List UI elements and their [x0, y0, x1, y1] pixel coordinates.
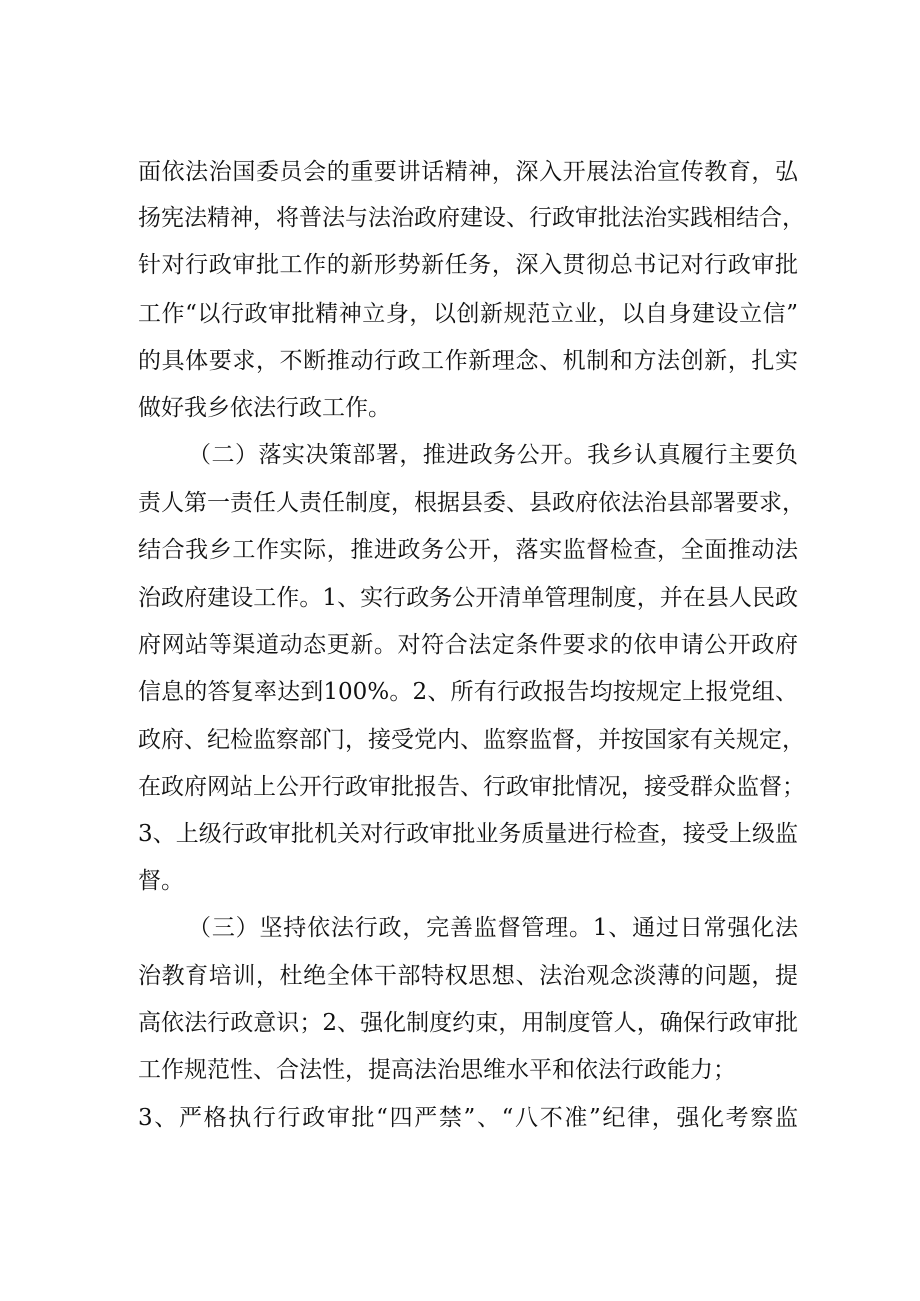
paragraph-1-line-6: 做好我乡依法行政工作。 — [138, 395, 391, 421]
paragraph-1-line-4: 工作“以行政审批精神立身，以创新规范立业，以自身建设立信” — [138, 301, 798, 327]
paragraph-1-line-2: 扬宪法精神，将普法与法治政府建设、行政审批法治实践相结合， — [138, 205, 805, 231]
paragraph-2-line-5: 府网站等渠道动态更新。对符合法定条件要求的依申请公开政府 — [138, 632, 798, 658]
paragraph-2-line-9: 3、上级行政审批机关对行政审批业务质量进行检查，接受上级监 — [138, 821, 798, 847]
paragraph-2-line-7: 政府、纪检监察部门，接受党内、监察监督，并按国家有关规定， — [138, 727, 805, 753]
paragraph-1-line-3: 针对行政审批工作的新形势新任务，深入贯彻总书记对行政审批 — [138, 252, 798, 278]
paragraph-1-line-5: 的具体要求，不断推动行政工作新理念、机制和方法创新，扎实 — [138, 348, 798, 374]
paragraph-3-line-3: 高依法行政意识；2、强化制度约束，用制度管人，确保行政审批 — [138, 1010, 798, 1036]
paragraph-2-line-10: 督。 — [138, 868, 184, 894]
paragraph-2-line-2: 责人第一责任人责任制度，根据县委、县政府依法治县部署要求， — [138, 490, 805, 516]
paragraph-2-line-8: 在政府网站上公开行政审批报告、行政审批情况，接受群众监督； — [138, 774, 805, 800]
paragraph-2-line-6: 信息的答复率达到100%。2、所有行政报告均按规定上报党组、 — [138, 679, 798, 705]
paragraph-3-line-2: 治教育培训，杜绝全体干部特权思想、法治观念淡薄的问题，提 — [138, 963, 798, 989]
paragraph-3-line-1: （三）坚持依法行政，完善监督管理。1、通过日常强化法 — [188, 915, 798, 941]
paragraph-2-line-4: 治政府建设工作。1、实行政务公开清单管理制度，并在县人民政 — [138, 585, 798, 611]
paragraph-2-line-3: 结合我乡工作实际，推进政务公开，落实监督检查，全面推动法 — [138, 537, 798, 563]
paragraph-2-line-1: （二）落实决策部署，推进政务公开。我乡认真履行主要负 — [188, 442, 798, 468]
paragraph-3-line-5: 3、严格执行行政审批“四严禁”、“八不准”纪律，强化考察监 — [138, 1105, 798, 1131]
paragraph-3-line-4: 工作规范性、合法性，提高法治思维水平和依法行政能力； — [138, 1057, 736, 1083]
paragraph-1-line-1: 面依法治国委员会的重要讲话精神，深入开展法治宣传教育，弘 — [138, 159, 798, 185]
